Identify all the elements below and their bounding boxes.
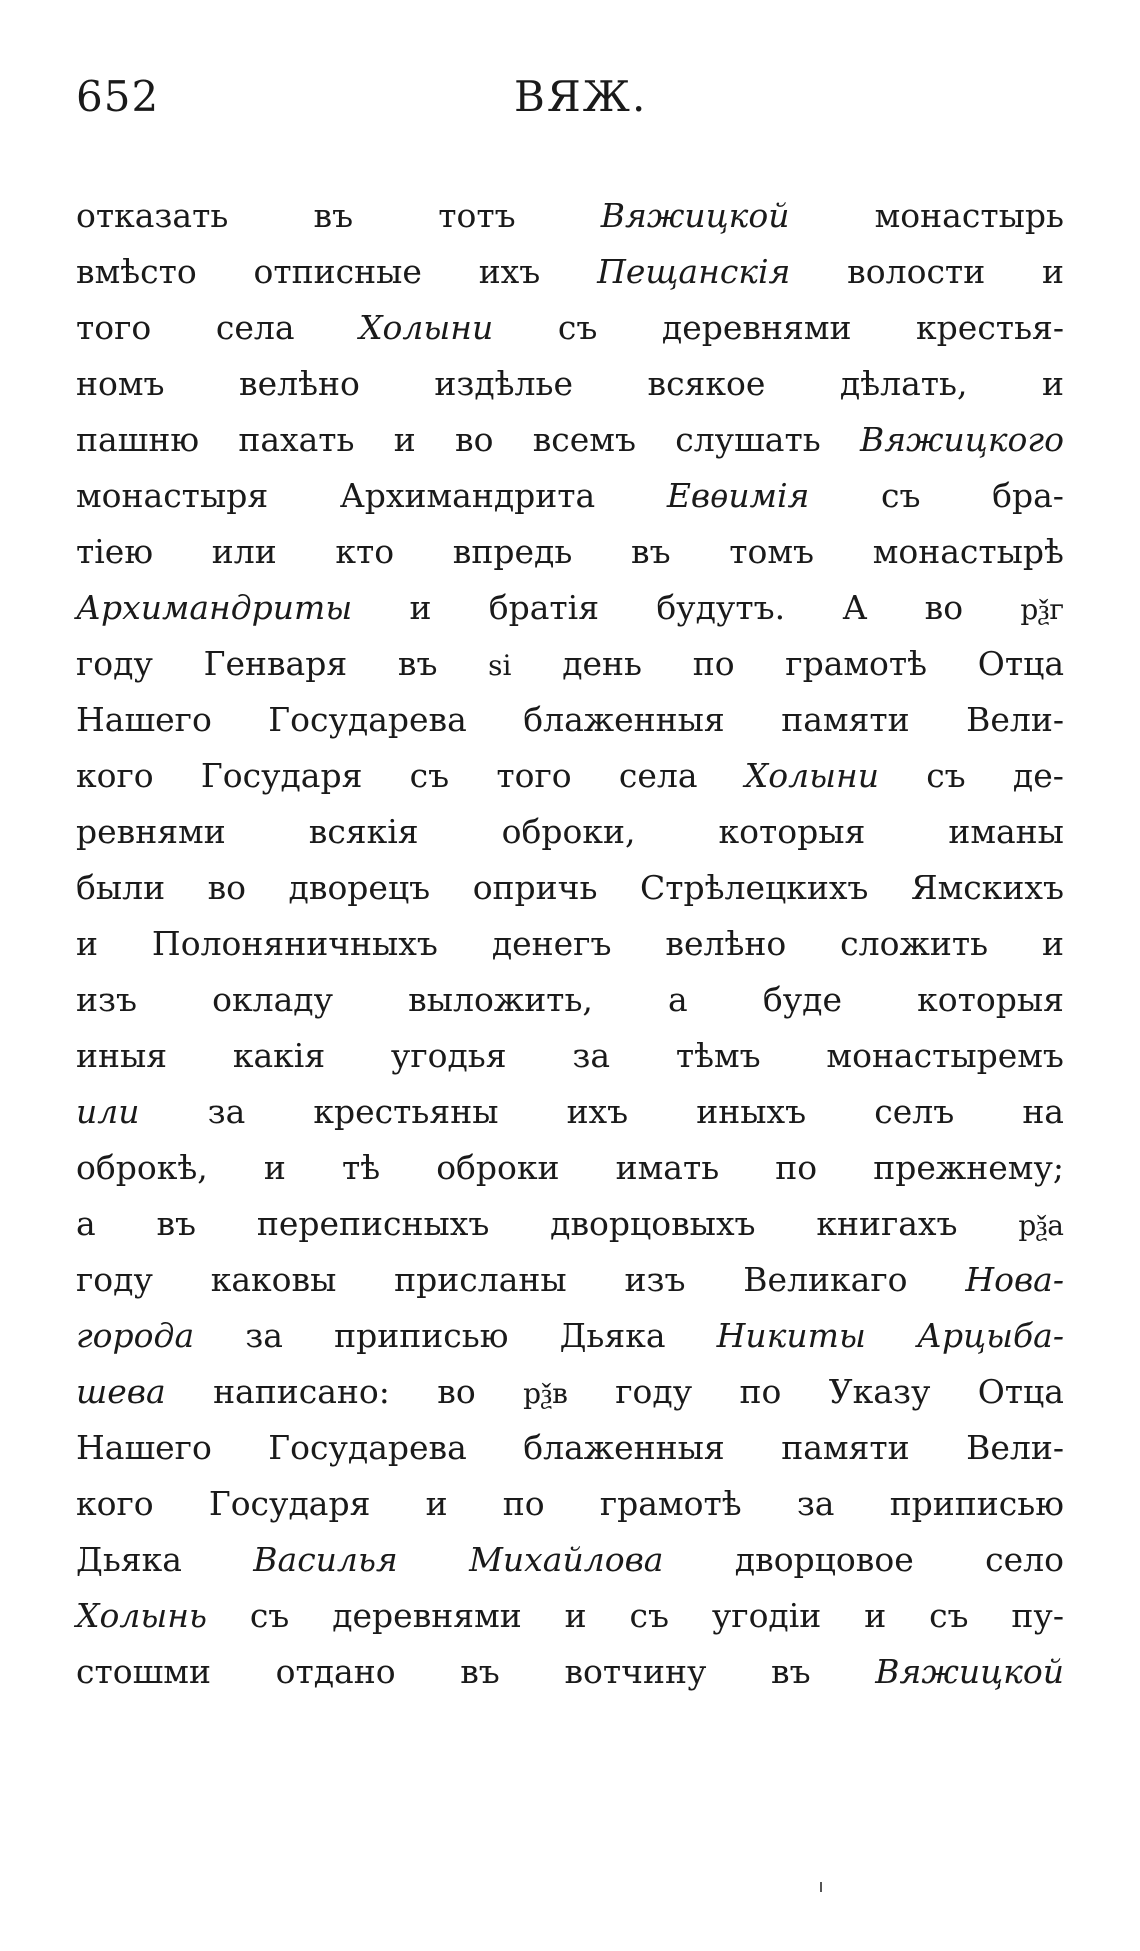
text-line: [76, 636, 1064, 692]
word: которыя: [718, 812, 866, 851]
word: шева: [76, 1372, 166, 1411]
word: въ: [313, 196, 354, 235]
word: А: [842, 588, 868, 627]
word: кого: [76, 1484, 154, 1523]
word: были: [76, 868, 166, 907]
word: въ: [156, 1204, 197, 1243]
word: всякія: [308, 812, 419, 851]
word: томъ: [729, 532, 815, 571]
word: будутъ.: [656, 588, 786, 627]
word: сложить: [840, 924, 989, 963]
word: ихъ: [478, 252, 541, 291]
word: прежнему;: [873, 1148, 1064, 1187]
word: пашню: [76, 420, 200, 459]
text-line: [76, 244, 1064, 300]
word: деревнями: [661, 308, 852, 347]
text-line: [76, 1196, 1064, 1252]
word: монастырь: [874, 196, 1064, 235]
print-speck: [820, 1882, 822, 1892]
word: стошми: [76, 1652, 211, 1691]
word: въ: [771, 1652, 811, 1691]
running-head: ВЯЖ.: [514, 72, 648, 121]
word: Отца: [977, 644, 1064, 683]
word: и: [564, 1596, 587, 1635]
word: иныхъ: [696, 1092, 807, 1131]
text-line: [76, 916, 1064, 972]
word: изъ: [76, 980, 137, 1019]
word: города: [76, 1316, 195, 1355]
word: во: [924, 588, 964, 627]
word: опричь: [472, 868, 598, 907]
word: на: [1022, 1092, 1064, 1131]
word: блаженныя: [523, 700, 725, 739]
word: съ: [409, 756, 450, 795]
text-line: [76, 1476, 1064, 1532]
word: изъ: [624, 1260, 686, 1299]
word: въ: [397, 644, 438, 683]
word: во: [455, 420, 494, 459]
text-line: [76, 188, 1064, 244]
word: всякое: [647, 364, 766, 403]
word: оброки,: [501, 812, 636, 851]
word: приписью: [334, 1316, 509, 1355]
text-line: [76, 1308, 1064, 1364]
word: угодіи: [711, 1596, 822, 1635]
word: блаженныя: [523, 1428, 725, 1467]
word: и: [864, 1596, 887, 1635]
word: которыя: [917, 980, 1064, 1019]
word: издѣлье: [434, 364, 574, 403]
word: велѣно: [239, 364, 360, 403]
word: написано:: [213, 1372, 390, 1411]
text-line: [76, 1420, 1064, 1476]
word: съ: [926, 756, 966, 795]
word: деревнями: [332, 1596, 522, 1635]
word: отказать: [76, 196, 229, 235]
word: и: [76, 924, 98, 963]
page-header: [76, 72, 1066, 132]
word: во: [207, 868, 247, 907]
word: и: [263, 1148, 286, 1187]
word: впредь: [452, 532, 573, 571]
word: братія: [488, 588, 600, 627]
word: Нова-: [965, 1260, 1064, 1299]
word: того: [76, 308, 152, 347]
word: по: [775, 1148, 818, 1187]
word: имать: [615, 1148, 720, 1187]
word: монастыря: [76, 476, 269, 515]
text-line: [76, 1588, 1064, 1644]
word: Стрѣлецкихъ: [639, 868, 869, 907]
word: буде: [762, 980, 843, 1019]
word: селъ: [874, 1092, 955, 1131]
numeral-word: рѯв: [523, 1377, 568, 1410]
word: тотъ: [438, 196, 516, 235]
word: де-: [1012, 756, 1064, 795]
word: крестьяны: [313, 1092, 499, 1131]
word: а: [668, 980, 688, 1019]
word: и: [1041, 924, 1064, 963]
word: грамотѣ: [599, 1484, 742, 1523]
word: вмѣсто: [76, 252, 197, 291]
word: приписью: [889, 1484, 1064, 1523]
word: Ямскихъ: [910, 868, 1064, 907]
numeral-word: ѕі: [488, 649, 512, 682]
word: съ: [881, 476, 921, 515]
text-line: [76, 356, 1064, 412]
text-line: [76, 412, 1064, 468]
word: Арцыба-: [916, 1316, 1064, 1355]
word: села: [215, 308, 295, 347]
word: Архимандриты: [76, 588, 353, 627]
text-line: [76, 1084, 1064, 1140]
word: Государева: [268, 700, 467, 739]
numeral-word: рѯг: [1020, 593, 1064, 626]
word: грамотѣ: [785, 644, 928, 683]
word: Михайлова: [469, 1540, 664, 1579]
word: году: [76, 644, 153, 683]
word: угодья: [390, 1036, 507, 1075]
word: или: [76, 1092, 140, 1131]
text-line: [76, 1364, 1064, 1420]
text-line: [76, 1028, 1064, 1084]
word: Отца: [977, 1372, 1064, 1411]
word: тіею: [76, 532, 154, 571]
word: волости: [847, 252, 986, 291]
word: Полоняничныхъ: [151, 924, 438, 963]
word: кого: [76, 756, 154, 795]
text-line: [76, 804, 1064, 860]
text-line: [76, 524, 1064, 580]
numeral-word: рѯа: [1018, 1209, 1064, 1242]
word: монастырѣ: [872, 532, 1064, 571]
word: по: [692, 644, 735, 683]
word: монастыремъ: [826, 1036, 1064, 1075]
word: день: [562, 644, 643, 683]
word: и: [409, 588, 432, 627]
word: Генваря: [203, 644, 348, 683]
word: Указу: [828, 1372, 931, 1411]
word: иманы: [948, 812, 1064, 851]
word: или: [211, 532, 277, 571]
word: всемъ: [532, 420, 636, 459]
word: дворцовыхъ: [550, 1204, 756, 1243]
word: Холыни: [359, 308, 494, 347]
word: Василья: [253, 1540, 398, 1579]
word: по: [502, 1484, 545, 1523]
word: пахать: [238, 420, 355, 459]
word: присланы: [394, 1260, 567, 1299]
word: оброкѣ,: [76, 1148, 208, 1187]
word: оброки: [436, 1148, 560, 1187]
word: окладу: [212, 980, 334, 1019]
word: Вяжицкого: [859, 420, 1064, 459]
word: за: [796, 1484, 835, 1523]
text-line: [76, 1252, 1064, 1308]
word: Дьяка: [76, 1540, 182, 1579]
text-line: [76, 748, 1064, 804]
text-line: [76, 972, 1064, 1028]
word: слушать: [675, 420, 821, 459]
word: въ: [460, 1652, 500, 1691]
word: съ: [557, 308, 598, 347]
word: крестья-: [916, 308, 1064, 347]
word: Холыни: [744, 756, 879, 795]
word: денегъ: [491, 924, 612, 963]
word: Архимандрита: [339, 476, 596, 515]
word: Великаго: [743, 1260, 908, 1299]
word: того: [496, 756, 572, 795]
page-number: 652: [76, 72, 160, 121]
word: какія: [232, 1036, 326, 1075]
word: отдано: [275, 1652, 396, 1691]
word: тѣ: [341, 1148, 381, 1187]
text-line: [76, 1140, 1064, 1196]
text-line: [76, 580, 1064, 636]
word: во: [437, 1372, 476, 1411]
word: въ: [630, 532, 671, 571]
word: и: [1041, 364, 1064, 403]
word: пу-: [1011, 1596, 1064, 1635]
word: книгахъ: [816, 1204, 958, 1243]
word: съ: [249, 1596, 290, 1635]
word: ихъ: [566, 1092, 629, 1131]
word: дѣлать,: [839, 364, 968, 403]
word: дворецъ: [288, 868, 431, 907]
word: тѣмъ: [675, 1036, 761, 1075]
word: бра-: [992, 476, 1064, 515]
word: вотчину: [564, 1652, 707, 1691]
word: памяти: [781, 1428, 910, 1467]
word: съ: [629, 1596, 669, 1635]
word: каковы: [210, 1260, 337, 1299]
text-line: [76, 468, 1064, 524]
word: и: [425, 1484, 448, 1523]
word: села: [618, 756, 698, 795]
word: Никиты: [716, 1316, 866, 1355]
body-text: [76, 188, 1064, 1700]
word: Вели-: [966, 1428, 1064, 1467]
word: велѣно: [665, 924, 787, 963]
word: Вели-: [966, 700, 1064, 739]
word: Дьяка: [559, 1316, 666, 1355]
word: Вяжицкой: [600, 196, 790, 235]
text-line: [76, 860, 1064, 916]
word: Вяжицкой: [875, 1652, 1064, 1691]
word: за: [572, 1036, 611, 1075]
word: а: [76, 1204, 96, 1243]
word: отписные: [253, 252, 422, 291]
text-line: [76, 1644, 1064, 1700]
word: за: [207, 1092, 246, 1131]
word: кто: [335, 532, 395, 571]
word: году: [615, 1372, 693, 1411]
word: памяти: [781, 700, 910, 739]
word: и: [1041, 252, 1064, 291]
text-line: [76, 300, 1064, 356]
word: за: [245, 1316, 283, 1355]
word: по: [739, 1372, 782, 1411]
word: Государева: [268, 1428, 467, 1467]
text-line: [76, 1532, 1064, 1588]
word: Нашего: [76, 1428, 212, 1467]
word: иныя: [76, 1036, 168, 1075]
word: году: [76, 1260, 153, 1299]
word: выложить,: [408, 980, 593, 1019]
word: переписныхъ: [256, 1204, 490, 1243]
text-line: [76, 692, 1064, 748]
word: село: [985, 1540, 1064, 1579]
word: Пещанскія: [597, 252, 791, 291]
word: съ: [929, 1596, 969, 1635]
word: Евѳимія: [666, 476, 810, 515]
word: Государя: [208, 1484, 371, 1523]
word: и: [393, 420, 416, 459]
word: Государя: [200, 756, 363, 795]
word: дворцовое: [734, 1540, 914, 1579]
word: номъ: [76, 364, 165, 403]
word: Холынь: [76, 1596, 207, 1635]
word: Нашего: [76, 700, 212, 739]
word: ревнями: [76, 812, 226, 851]
